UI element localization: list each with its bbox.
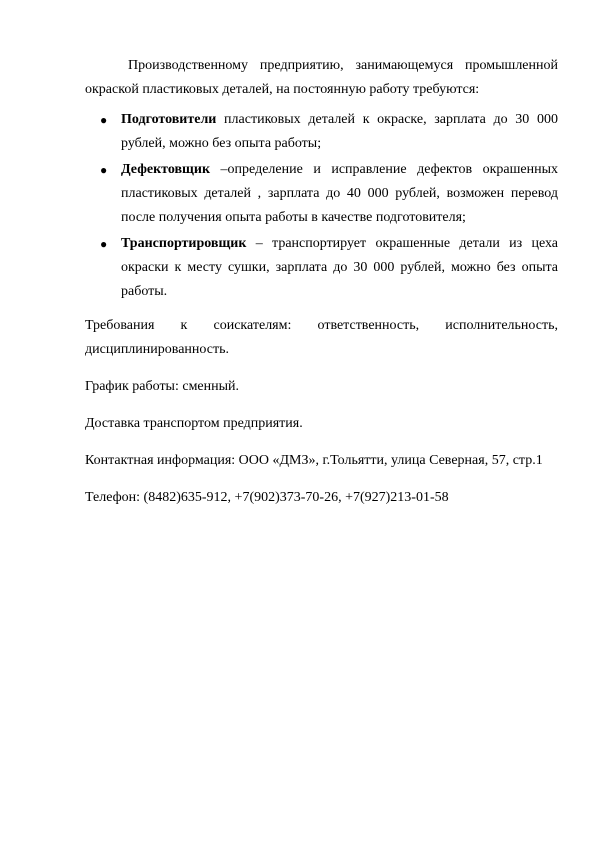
bullet-icon: ● xyxy=(100,163,108,177)
job-title: Транспортировщик xyxy=(121,236,247,251)
intro-paragraph: Производственному предприятию, занимающемуся промышленной окраской пластиковых деталей, на постоянную работу требуются: xyxy=(85,58,558,97)
job-list xyxy=(85,108,558,304)
contact-text: Контактная информация: ООО «ДМЗ», г.Тольятти, улица Северная, 57, стр.1 xyxy=(85,453,543,468)
job-description: пластиковых деталей к окраске, зарплата до 30 000 рублей, можно без опыта работы; xyxy=(121,112,558,151)
phone-text: Телефон: (8482)635-912, +7(902)373-70-26, +7(927)213-01-58 xyxy=(85,490,449,505)
job-description: – транспортирует окрашенные детали из цеха окраски к месту сушки, зарплата до 30 000 рублей, можно без опыта работы. xyxy=(121,236,558,299)
job-title: Дефектовщик xyxy=(121,162,211,177)
document-page xyxy=(85,54,558,510)
schedule-text: График работы: сменный. xyxy=(85,379,240,394)
requirements-line-1: Требования к соискателям: ответственность, исполнительность, xyxy=(85,318,558,333)
job-item-transporter xyxy=(85,232,558,304)
bullet-icon: ● xyxy=(100,113,108,127)
requirements-line-2: дисциплинированность. xyxy=(85,342,229,357)
delivery-text: Доставка транспортом предприятия. xyxy=(85,416,303,431)
job-description: –определение и исправление дефектов окрашенных пластиковых деталей , зарплата до 40 000 рублей, возможен перевод после получения опыта работы в качестве подготовителя; xyxy=(121,162,558,225)
job-title: Подготовители xyxy=(121,112,217,127)
bullet-icon: ● xyxy=(100,237,108,251)
job-item-inspector xyxy=(85,158,558,230)
job-item-preparer xyxy=(85,108,558,156)
